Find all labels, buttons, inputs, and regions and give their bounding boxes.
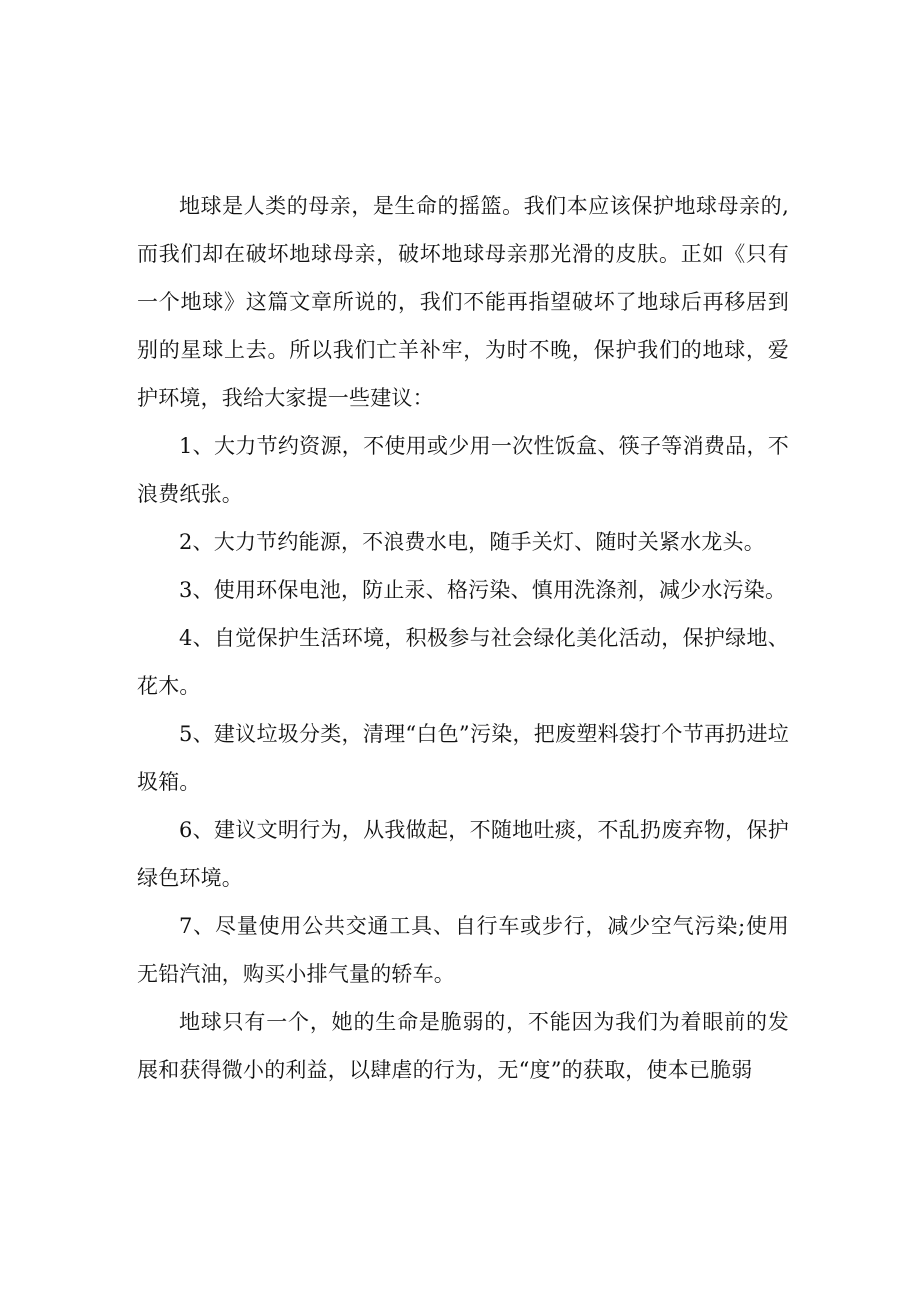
suggestion-item-6: 6、建议文明行为，从我做起，不随地吐痰，不乱扔废弃物，保护绿色环境。 [137, 818, 789, 890]
closing-paragraph: 地球只有一个，她的生命是脆弱的，不能因为我们为着眼前的发展和获得微小的利益，以肆虐的行为，无“度”的获取，使本已脆弱 [137, 1010, 789, 1082]
suggestion-item-5: 5、建议垃圾分类，清理“白色”污染，把废塑料袋打个节再扔进垃圾箱。 [137, 722, 789, 794]
suggestion-item-3: 3、使用环保电池，防止汞、格污染、慎用洗涤剂，减少水污染。 [179, 578, 787, 602]
suggestion-item-4: 4、自觉保护生活环境，积极参与社会绿化美化活动，保护绿地、花木。 [137, 626, 789, 698]
suggestion-item-2: 2、大力节约能源，不浪费水电，随手关灯、随时关紧水龙头。 [179, 530, 765, 554]
suggestion-item-7: 7、尽量使用公共交通工具、自行车或步行，减少空气污染;使用无铅汽油，购买小排气量的轿车。 [137, 914, 789, 986]
document-body [137, 182, 789, 1094]
intro-paragraph: 地球是人类的母亲，是生命的摇篮。我们本应该保护地球母亲的,而我们却在破坏地球母亲，破坏地球母亲那光滑的皮肤。正如《只有一个地球》这篇文章所说的，我们不能再指望破坏了地球后再移居到别的星球上去。所以我们亡羊补牢，为时不晚，保护我们的地球，爱护环境，我给大家提一些建议： [137, 194, 789, 410]
suggestion-item-1: 1、大力节约资源，不使用或少用一次性饭盒、筷子等消费品，不浪费纸张。 [137, 434, 789, 506]
